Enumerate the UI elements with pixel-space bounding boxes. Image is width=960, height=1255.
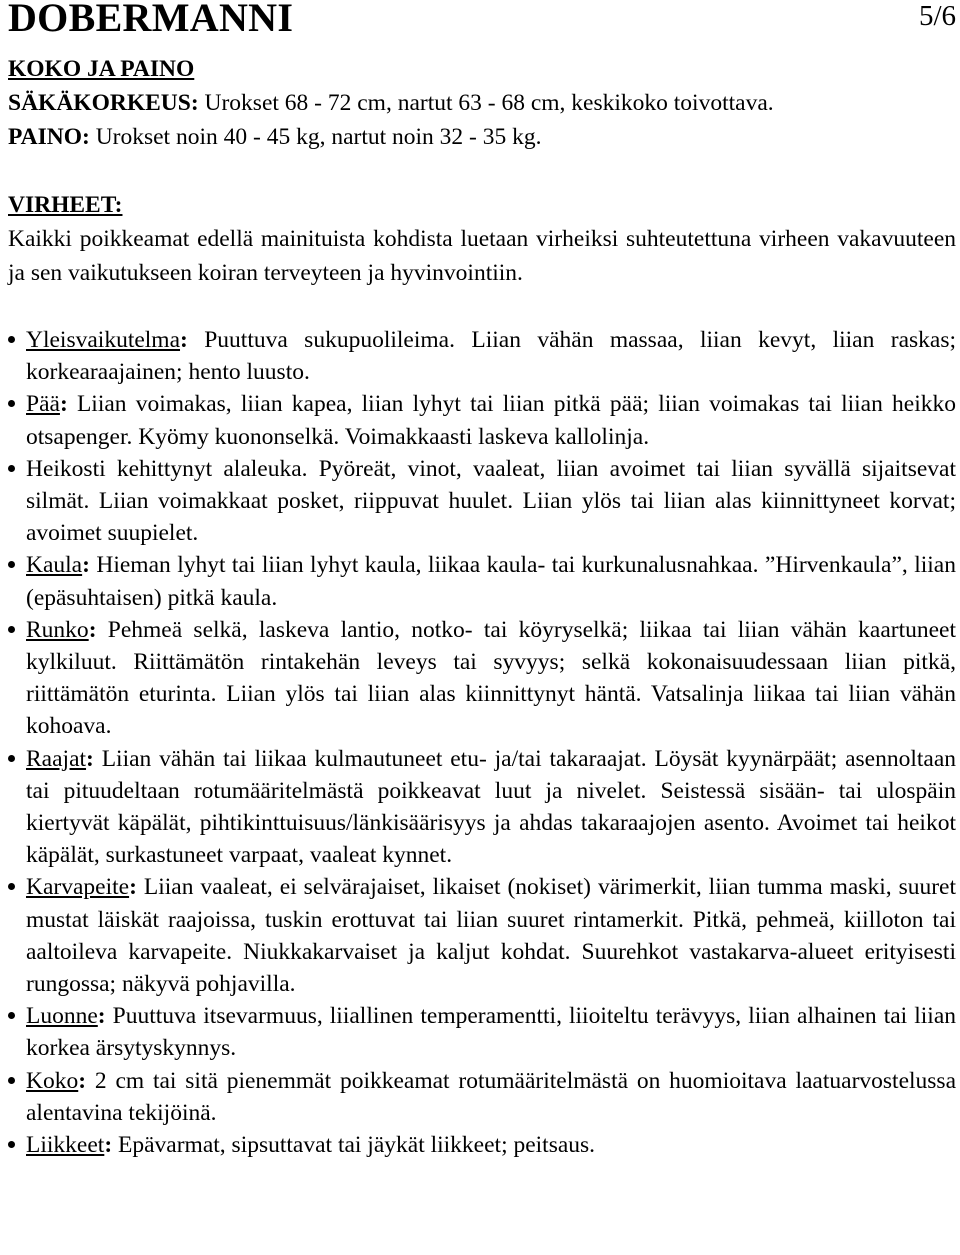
page-number: 5/6: [918, 0, 956, 32]
fault-text: Heikosti kehittynyt alaleuka. Pyöreät, vinot, vaaleat, liian avoimet tai liian syvällä sijaitsevat silmät. Liian voimakkaat posket, riippuvat huulet. Liian ylös tai liian alas kiinnittyneet korvat; avoimet suupielet.: [26, 455, 956, 547]
size-section-heading: KOKO JA PAINO: [8, 56, 195, 82]
term-colon: :: [78, 1067, 87, 1094]
fault-term: Raajat: [26, 745, 87, 772]
fault-text: Liian vähän tai liikaa kulmautuneet etu- ja/tai takaraajat. Löysät kyynärpäät; asennoltaan tai pituudeltaan rotumääritelmästä poikkeavat luut ja nivelet. Seistessä sisään- tai ulospäin kiertyvät käpälät, pihtikinttuisuus/länkisäärisyys ja ahdas takaraajojen asento. Avoimet tai heikot käpälät, surkastuneet varpaat, vaaleat kynnet.: [26, 745, 956, 869]
bullet-icon: [8, 1012, 15, 1019]
term-colon: :: [180, 327, 188, 353]
page-header: [8, 0, 956, 46]
weight-text: Urokset noin 40 - 45 kg, nartut noin 32 - 35 kg.: [89, 124, 542, 150]
term-colon: :: [86, 745, 94, 772]
bullet-icon: [8, 465, 15, 472]
faults-heading: VIRHEET:: [8, 192, 123, 218]
term-colon: :: [59, 391, 68, 418]
fault-term: Pää: [26, 391, 60, 418]
fault-text: Hieman lyhyt tai liian lyhyt kaula, liikaa kaula- tai kurkunalusnahkaa. ”Hirvenkaula”, liian (epäsuhtaisen) pitkä kaula.: [26, 552, 956, 611]
fault-term: Liikkeet: [26, 1132, 105, 1159]
bullet-icon: [8, 400, 15, 407]
fault-term: Yleisvaikutelma: [26, 327, 181, 353]
faults-intro: Kaikki poikkeamat edellä mainituista kohdista luetaan virheiksi suhteutettuna virheen vakavuuteen ja sen vaikutukseen koiran terveyteen ja hyvinvointiin.: [8, 226, 956, 286]
fault-term: Luonne: [26, 1003, 98, 1030]
fault-term: Koko: [26, 1067, 79, 1094]
bullet-icon: [8, 1077, 15, 1084]
fault-term: Karvapeite: [26, 874, 130, 901]
fault-text: 2 cm tai sitä pienemmät poikkeamat rotumääritelmästä on huomioitava laatuarvostelussa alentavina tekijöinä.: [26, 1067, 956, 1126]
fault-item: [8, 614, 956, 743]
weight-line: [8, 120, 956, 154]
fault-item: [8, 871, 956, 1000]
bullet-icon: [8, 755, 15, 762]
bullet-icon: [8, 883, 15, 890]
fault-text: Epävarmat, sipsuttavat tai jäykät liikkeet; peitsaus.: [112, 1132, 596, 1159]
term-colon: :: [88, 616, 97, 643]
fault-term: Kaula: [26, 552, 83, 579]
bullet-icon: [8, 336, 15, 343]
fault-text: Liian vaaleat, ei selvärajaiset, likaiset (nokiset) värimerkit, liian tumma maski, suuret mustat läiskät raajoissa, tuskin erottuvat tai liian suuret rintamerkit. Pitkä, pehmeä, kiilloton tai aaltoileva karvapeite. Niukkakarvaiset ja kaljut kohdat. Suurehkot vastakarva-alueet erityisesti rungossa; näkyvä pohjavilla.: [26, 874, 956, 998]
fault-text: Pehmeä selkä, laskeva lantio, notko- tai köyryselkä; liikaa tai liian vähän kaartuneet kylkiluut. Riittämätön rintakehän leveys tai syvyys; selkä kokonaisuudessaan liian pitkä, riittämätön eturinta. Liian ylös tai liian alas kiinnittynyt häntä. Vatsalinja liikaa tai liian vähän kohoava.: [26, 616, 956, 740]
fault-text: Puuttuva sukupuolileima. Liian vähän massaa, liian kevyt, liian raskas; korkearaajainen; hento luusto.: [26, 327, 956, 386]
fault-item: [8, 324, 956, 388]
height-line: [8, 86, 956, 120]
bullet-icon: [8, 626, 15, 633]
term-colon: :: [129, 874, 137, 901]
fault-text: Liian voimakas, liian kapea, liian lyhyt tai liian pitkä pää; liian voimakas tai liian heikko otsapenger. Kyömy kuononselkä. Voimakkaasti laskeva kallolinja.: [26, 391, 956, 450]
fault-item: [8, 743, 956, 872]
height-label: SÄKÄKORKEUS:: [8, 90, 199, 116]
bullet-icon: [8, 561, 15, 568]
fault-text: Puuttuva itsevarmuus, liiallinen temperamentti, liioiteltu terävyys, liian alhainen tai liian korkea ärsytyskynnys.: [26, 1003, 956, 1062]
document-page: [8, 0, 956, 1161]
term-colon: :: [97, 1003, 106, 1030]
fault-item: [8, 1000, 956, 1064]
fault-item: [8, 453, 956, 550]
fault-item: [8, 549, 956, 613]
term-colon: :: [82, 552, 90, 579]
term-colon: :: [104, 1132, 113, 1159]
fault-item: [8, 1129, 956, 1161]
fault-item: [8, 1065, 956, 1129]
bullet-icon: [8, 1141, 15, 1148]
fault-list: [8, 324, 956, 1161]
fault-term: Runko: [26, 616, 89, 643]
document-title: DOBERMANNI: [8, 0, 294, 40]
height-text: Urokset 68 - 72 cm, nartut 63 - 68 cm, keskikoko toivottava.: [198, 90, 774, 116]
weight-label: PAINO:: [8, 124, 90, 150]
fault-item: [8, 388, 956, 452]
